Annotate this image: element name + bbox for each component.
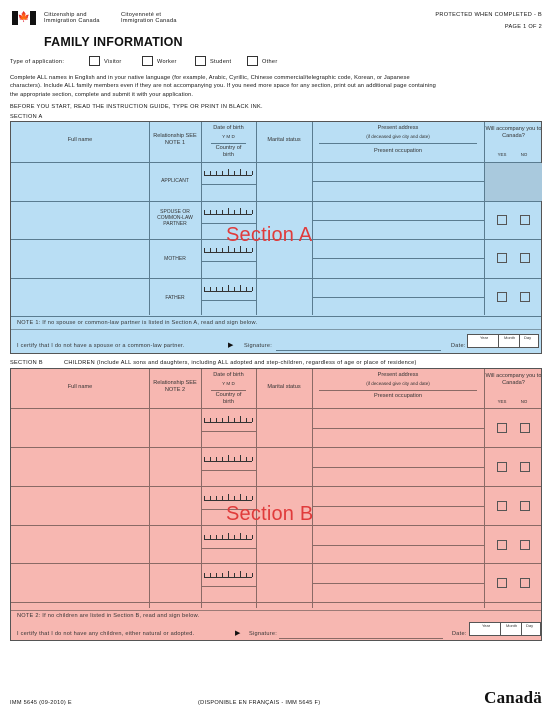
dob-field[interactable] bbox=[204, 454, 252, 462]
french-availability: (DISPONIBLE EN FRANÇAIS - IMM 5645 F) bbox=[198, 700, 321, 706]
col-address-sub-b: (if deceased give city and date) bbox=[366, 381, 430, 386]
visitor-label: Visitor bbox=[104, 59, 122, 65]
dob-field[interactable] bbox=[204, 415, 252, 423]
accompany-yes-checkbox[interactable] bbox=[497, 292, 507, 302]
accompany-yes-checkbox[interactable] bbox=[497, 253, 507, 263]
present-address-field[interactable] bbox=[313, 506, 484, 507]
note-2: NOTE 2: If no children are listed in Section B, read and sign below. bbox=[17, 613, 200, 619]
canada-flag-icon: 🍁 bbox=[12, 11, 36, 25]
country-of-birth-field[interactable] bbox=[202, 300, 256, 301]
col-accompany: Will accompany you to Canada? bbox=[485, 126, 542, 139]
instructions: Complete ALL names in English and in your native language (for example, Arabic, Cyrillic, Chinese commercial/telegraphic code, Korean, or Japanese characters). Include ALL family members even if they are not accompanying you. If you need more space for any section, print out an additional page containing the appropriate section, complete and submit it with your application. bbox=[10, 75, 436, 98]
row-applicant: APPLICANT bbox=[161, 178, 189, 184]
country-of-birth-field[interactable] bbox=[202, 470, 256, 471]
visitor-checkbox[interactable] bbox=[89, 56, 100, 66]
form-title: FAMILY INFORMATION bbox=[44, 35, 183, 49]
date-box-b[interactable]: Year Month Day bbox=[469, 622, 541, 636]
col-yes: YES bbox=[497, 152, 507, 157]
section-a-label: SECTION A bbox=[10, 114, 43, 120]
accompany-no-checkbox[interactable] bbox=[520, 292, 530, 302]
signature-label-a: Signature: bbox=[244, 343, 272, 349]
accompany-no-checkbox[interactable] bbox=[520, 578, 530, 588]
section-b bbox=[10, 368, 542, 641]
section-a bbox=[10, 121, 542, 354]
section-a-watermark: Section A bbox=[226, 224, 313, 246]
col-ymd: Y M D bbox=[222, 134, 235, 139]
certify-no-spouse: I certify that I do not have a spouse or a common-law partner. bbox=[17, 343, 185, 349]
present-address-field[interactable] bbox=[313, 181, 484, 182]
signature-line-b[interactable] bbox=[279, 638, 443, 639]
col-no-b: NO bbox=[520, 399, 528, 404]
section-b-watermark: Section B bbox=[226, 503, 314, 525]
country-of-birth-field[interactable] bbox=[202, 431, 256, 432]
present-address-field[interactable] bbox=[313, 220, 484, 221]
country-of-birth-field[interactable] bbox=[202, 548, 256, 549]
present-address-field[interactable] bbox=[313, 467, 484, 468]
col-relationship-b: Relationship SEE NOTE 2 bbox=[153, 380, 197, 393]
date-box-a[interactable]: Year Month Day bbox=[467, 334, 539, 348]
arrow-icon-b: ▶ bbox=[235, 630, 241, 637]
other-checkbox[interactable] bbox=[247, 56, 258, 66]
dob-field[interactable] bbox=[204, 284, 252, 292]
present-address-field[interactable] bbox=[313, 258, 484, 259]
dept-name-en: Citizenship and Immigration Canada bbox=[44, 12, 100, 24]
country-of-birth-field[interactable] bbox=[202, 261, 256, 262]
row-spouse: SPOUSE OR COMMON-LAW PARTNER bbox=[157, 209, 193, 227]
col-ymd-b: Y M D bbox=[222, 381, 235, 386]
accompany-no-checkbox[interactable] bbox=[520, 215, 530, 225]
section-b-label: SECTION B bbox=[10, 360, 43, 366]
accompany-no-checkbox[interactable] bbox=[520, 501, 530, 511]
applicant-accompany-shaded bbox=[485, 163, 542, 201]
col-no: NO bbox=[520, 152, 528, 157]
country-of-birth-field[interactable] bbox=[202, 184, 256, 185]
date-label-b: Date: bbox=[452, 631, 467, 637]
signature-line-a[interactable] bbox=[276, 350, 441, 351]
accompany-yes-checkbox[interactable] bbox=[497, 501, 507, 511]
other-label: Other bbox=[262, 59, 278, 65]
col-full-name-b: Full name bbox=[67, 384, 93, 390]
note-1: NOTE 1: If no spouse or common-law partner is listed in Section A, read and sign below. bbox=[17, 320, 258, 326]
accompany-yes-checkbox[interactable] bbox=[497, 423, 507, 433]
col-occupation-b: Present occupation bbox=[374, 393, 422, 399]
accompany-no-checkbox[interactable] bbox=[520, 462, 530, 472]
accompany-yes-checkbox[interactable] bbox=[497, 578, 507, 588]
present-address-field[interactable] bbox=[313, 583, 484, 584]
col-marital: Marital status bbox=[267, 137, 301, 143]
col-accompany-b: Will accompany you to Canada? bbox=[485, 373, 542, 386]
col-occupation: Present occupation bbox=[374, 148, 422, 154]
col-address: Present address bbox=[377, 125, 419, 131]
present-address-field[interactable] bbox=[313, 545, 484, 546]
dept-name-fr: Citoyenneté et Immigration Canada bbox=[121, 12, 177, 24]
student-label: Student bbox=[210, 59, 232, 65]
dob-field[interactable] bbox=[204, 493, 252, 501]
dob-field[interactable] bbox=[204, 570, 252, 578]
dob-field[interactable] bbox=[204, 532, 252, 540]
col-address-sub: (if deceased give city and date) bbox=[366, 134, 430, 139]
present-address-field[interactable] bbox=[313, 428, 484, 429]
signature-label-b: Signature: bbox=[249, 631, 277, 637]
canada-wordmark: Canadä bbox=[484, 688, 542, 707]
accompany-yes-checkbox[interactable] bbox=[497, 462, 507, 472]
application-type-label: Type of application: bbox=[10, 59, 65, 65]
worker-label: Worker bbox=[157, 59, 177, 65]
section-b-heading: CHILDREN (Include ALL sons and daughters, including ALL adopted and step-children, regardless of age or place of residence) bbox=[64, 360, 417, 366]
row-father: FATHER bbox=[165, 295, 185, 301]
dob-field[interactable] bbox=[204, 168, 252, 176]
present-address-field[interactable] bbox=[313, 297, 484, 298]
protected-label: PROTECTED WHEN COMPLETED - B PAGE 1 OF 2 bbox=[435, 12, 542, 30]
col-address-b: Present address bbox=[377, 372, 419, 378]
certify-no-children: I certify that I do not have any children, either natural or adopted. bbox=[17, 631, 195, 637]
accompany-yes-checkbox[interactable] bbox=[497, 215, 507, 225]
col-country-b: Country of birth bbox=[215, 392, 242, 405]
before-you-start: BEFORE YOU START, READ THE INSTRUCTION GUIDE, TYPE OR PRINT IN BLACK INK. bbox=[10, 104, 263, 110]
arrow-icon: ▶ bbox=[228, 342, 234, 349]
col-dob: Date of birth bbox=[213, 125, 244, 131]
worker-checkbox[interactable] bbox=[142, 56, 153, 66]
col-country: Country of birth bbox=[215, 145, 242, 158]
accompany-yes-checkbox[interactable] bbox=[497, 540, 507, 550]
col-full-name: Full name bbox=[67, 137, 93, 143]
country-of-birth-field[interactable] bbox=[202, 586, 256, 587]
col-marital-b: Marital status bbox=[267, 384, 301, 390]
form-id: IMM 5645 (09-2010) E bbox=[10, 700, 72, 706]
student-checkbox[interactable] bbox=[195, 56, 206, 66]
col-dob-b: Date of birth bbox=[213, 372, 244, 378]
col-relationship: Relationship SEE NOTE 1 bbox=[153, 133, 197, 146]
dob-field[interactable] bbox=[204, 207, 252, 215]
accompany-no-checkbox[interactable] bbox=[520, 423, 530, 433]
row-mother: MOTHER bbox=[164, 256, 186, 262]
accompany-no-checkbox[interactable] bbox=[520, 253, 530, 263]
date-label-a: Date: bbox=[451, 343, 466, 349]
col-yes-b: YES bbox=[497, 399, 507, 404]
accompany-no-checkbox[interactable] bbox=[520, 540, 530, 550]
